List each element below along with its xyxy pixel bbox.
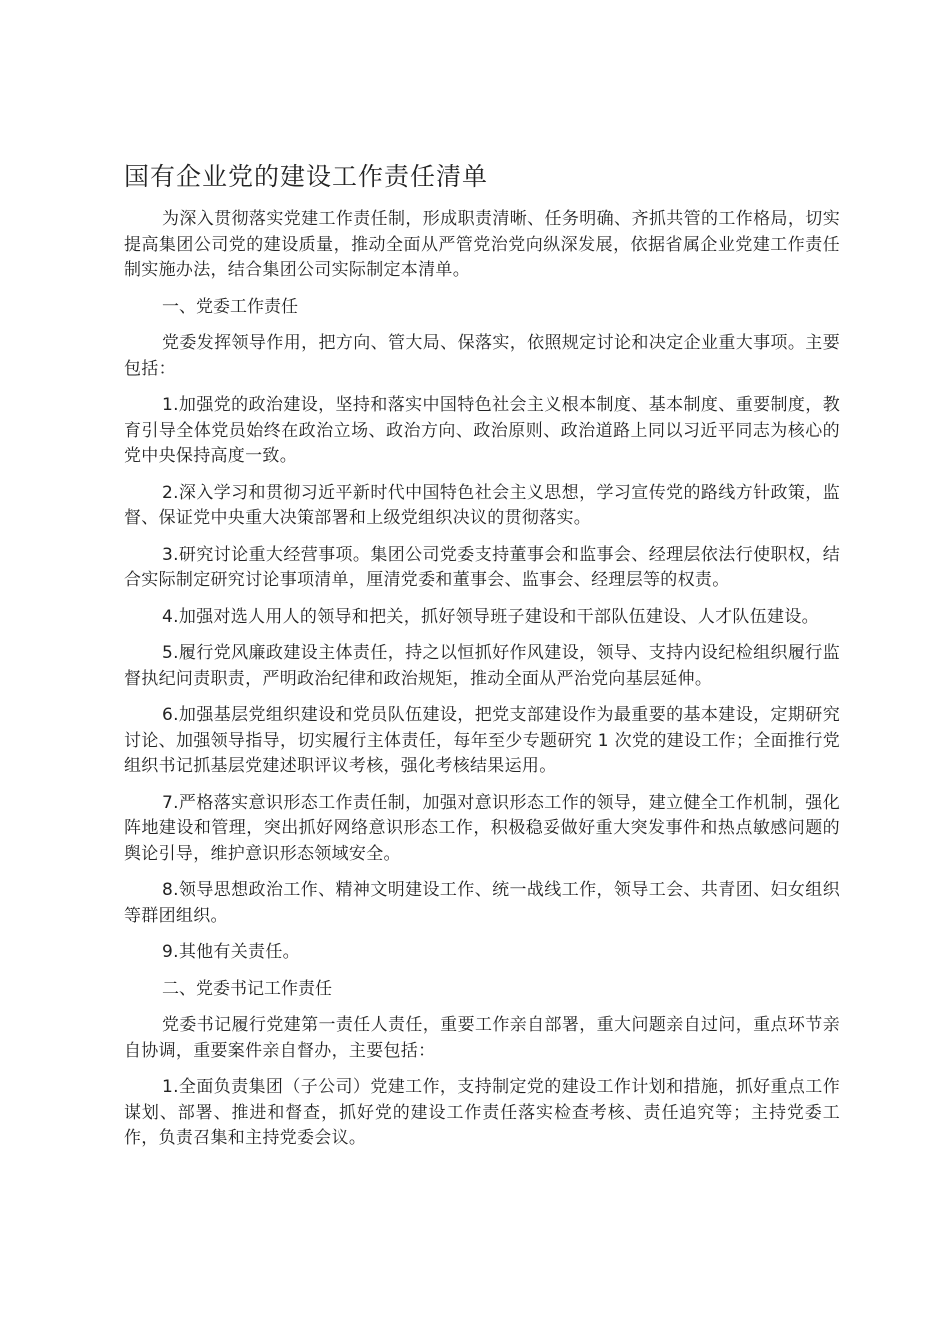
section-lead-party-secretary: 党委书记履行党建第一责任人责任，重要工作亲自部署，重大问题亲自过问，重点环节亲自协调，重要案件亲自督办，主要包括：: [124, 1015, 840, 1061]
list-item: 6.加强基层党组织建设和党员队伍建设，把党支部建设作为最重要的基本建设，定期研究讨论、加强领导指导，切实履行主体责任，每年至少专题研究 1 次党的建设工作；全面推行党组织书记抓基层党建述职评议考核，强化考核结果运用。: [124, 705, 840, 776]
list-item: 5.履行党风廉政建设主体责任，持之以恒抓好作风建设，领导、支持内设纪检组织履行监督执纪问责职责，严明政治纪律和政治规矩，推动全面从严治党向基层延伸。: [124, 643, 840, 689]
intro-paragraph: 为深入贯彻落实党建工作责任制，形成职责清晰、任务明确、齐抓共管的工作格局，切实提高集团公司党的建设质量，推动全面从严管党治党向纵深发展，依据省属企业党建工作责任制实施办法，结合集团公司实际制定本清单。: [124, 209, 840, 280]
list-item: 7.严格落实意识形态工作责任制，加强对意识形态工作的领导，建立健全工作机制，强化阵地建设和管理，突出抓好网络意识形态工作，积极稳妥做好重大突发事件和热点敏感问题的舆论引导，维护意识形态领域安全。: [124, 792, 840, 864]
list-item: 1.加强党的政治建设，坚持和落实中国特色社会主义根本制度、基本制度、重要制度，教育引导全体党员始终在政治立场、政治方向、政治原则、政治道路上同以习近平同志为核心的党中央保持高度一致。: [124, 395, 840, 466]
list-item: 4.加强对选人用人的领导和把关，抓好领导班子建设和干部队伍建设、人才队伍建设。: [162, 606, 819, 627]
document-title: 国有企业党的建设工作责任清单: [124, 162, 489, 191]
list-item: 2.深入学习和贯彻习近平新时代中国特色社会主义思想，学习宣传党的路线方针政策，监督、保证党中央重大决策部署和上级党组织决议的贯彻落实。: [124, 482, 840, 528]
list-item: 8.领导思想政治工作、精神文明建设工作、统一战线工作，领导工会、共青团、妇女组织等群团组织。: [124, 880, 840, 926]
list-item: 1.全面负责集团（子公司）党建工作，支持制定党的建设工作计划和措施，抓好重点工作谋划、部署、推进和督查，抓好党的建设工作责任落实检查考核、责任追究等；主持党委工作，负责召集和主持党委会议。: [124, 1077, 840, 1148]
document-body: [124, 207, 840, 1163]
section-lead-party-committee: 党委发挥领导作用，把方向、管大局、保落实，依照规定讨论和决定企业重大事项。主要包括：: [124, 333, 840, 379]
section-heading-party-secretary: 二、党委书记工作责任: [162, 978, 332, 999]
list-item: 3.研究讨论重大经营事项。集团公司党委支持董事会和监事会、经理层依法行使职权，结合实际制定研究讨论事项清单，厘清党委和董事会、监事会、经理层等的权责。: [124, 544, 840, 590]
section-heading-party-committee: 一、党委工作责任: [162, 296, 298, 317]
list-item: 9.其他有关责任。: [162, 942, 300, 962]
